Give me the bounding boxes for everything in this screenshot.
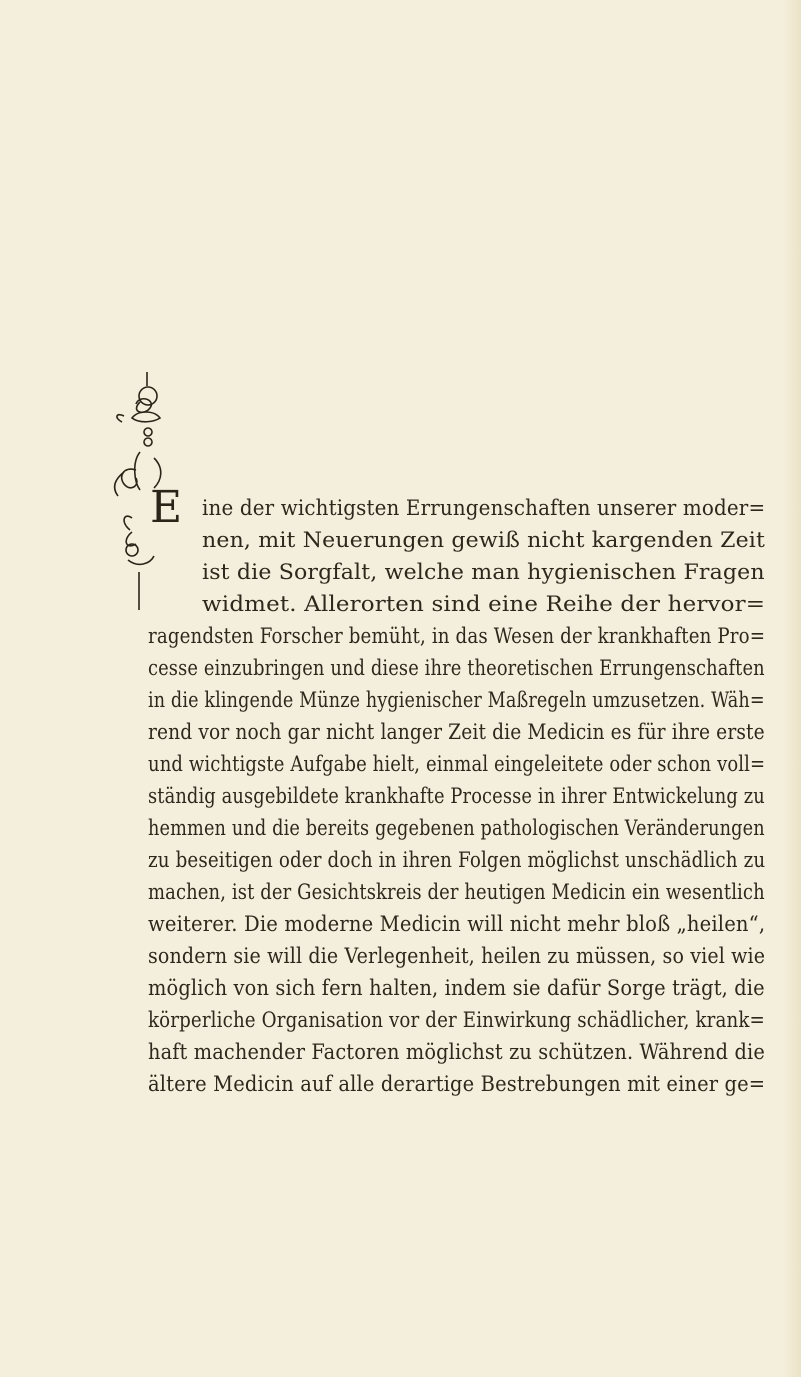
text-line: nen, mit Neuerungen gewiß nicht kargenden Zeit [202, 528, 766, 552]
text-line: haft machender Factoren möglichst zu schützen. Während die [148, 1040, 765, 1064]
decorative-initial-letter: E [150, 482, 183, 533]
text-line: in die klingende Münze hygienischer Maßregeln umzusetzen. Wäh= [148, 688, 765, 712]
text-line: möglich von sich fern halten, indem sie dafür Sorge trägt, die [148, 976, 765, 1000]
text-line: sondern sie will die Verlegenheit, heilen zu müssen, so viel wie [148, 944, 766, 968]
text-line: zu beseitigen oder doch in ihren Folgen möglichst unschädlich zu [148, 848, 766, 872]
text-line: hemmen und die bereits gegebenen pathologischen Veränderungen [148, 816, 765, 840]
text-line: ältere Medicin auf alle derartige Bestrebungen mit einer ge= [148, 1072, 766, 1096]
text-line: und wichtigste Aufgabe hielt, einmal eingeleitete oder schon voll= [148, 752, 766, 776]
text-line: ständig ausgebildete krankhafte Processe in ihrer Entwickelung zu [148, 784, 765, 808]
text-line: ist die Sorgfalt, welche man hygienischen Fragen [202, 560, 765, 584]
text-line: rend vor noch gar nicht langer Zeit die Medicin es für ihre erste [148, 720, 765, 744]
text-line: körperliche Organisation vor der Einwirkung schädlicher, krank= [148, 1008, 765, 1032]
text-line: ine der wichtigsten Errungenschaften unserer moder= [202, 496, 766, 520]
text-line: machen, ist der Gesichtskreis der heutigen Medicin ein wesentlich [148, 880, 765, 904]
text-line: ragendsten Forscher bemüht, in das Wesen der krankhaften Pro= [148, 624, 766, 648]
text-line: widmet. Allerorten sind eine Reihe der hervor= [202, 592, 766, 616]
text-line: weiterer. Die moderne Medicin will nicht mehr bloß „heilen“, [148, 912, 766, 936]
text-line: cesse einzubringen und diese ihre theoretischen Errungenschaften [148, 656, 765, 680]
